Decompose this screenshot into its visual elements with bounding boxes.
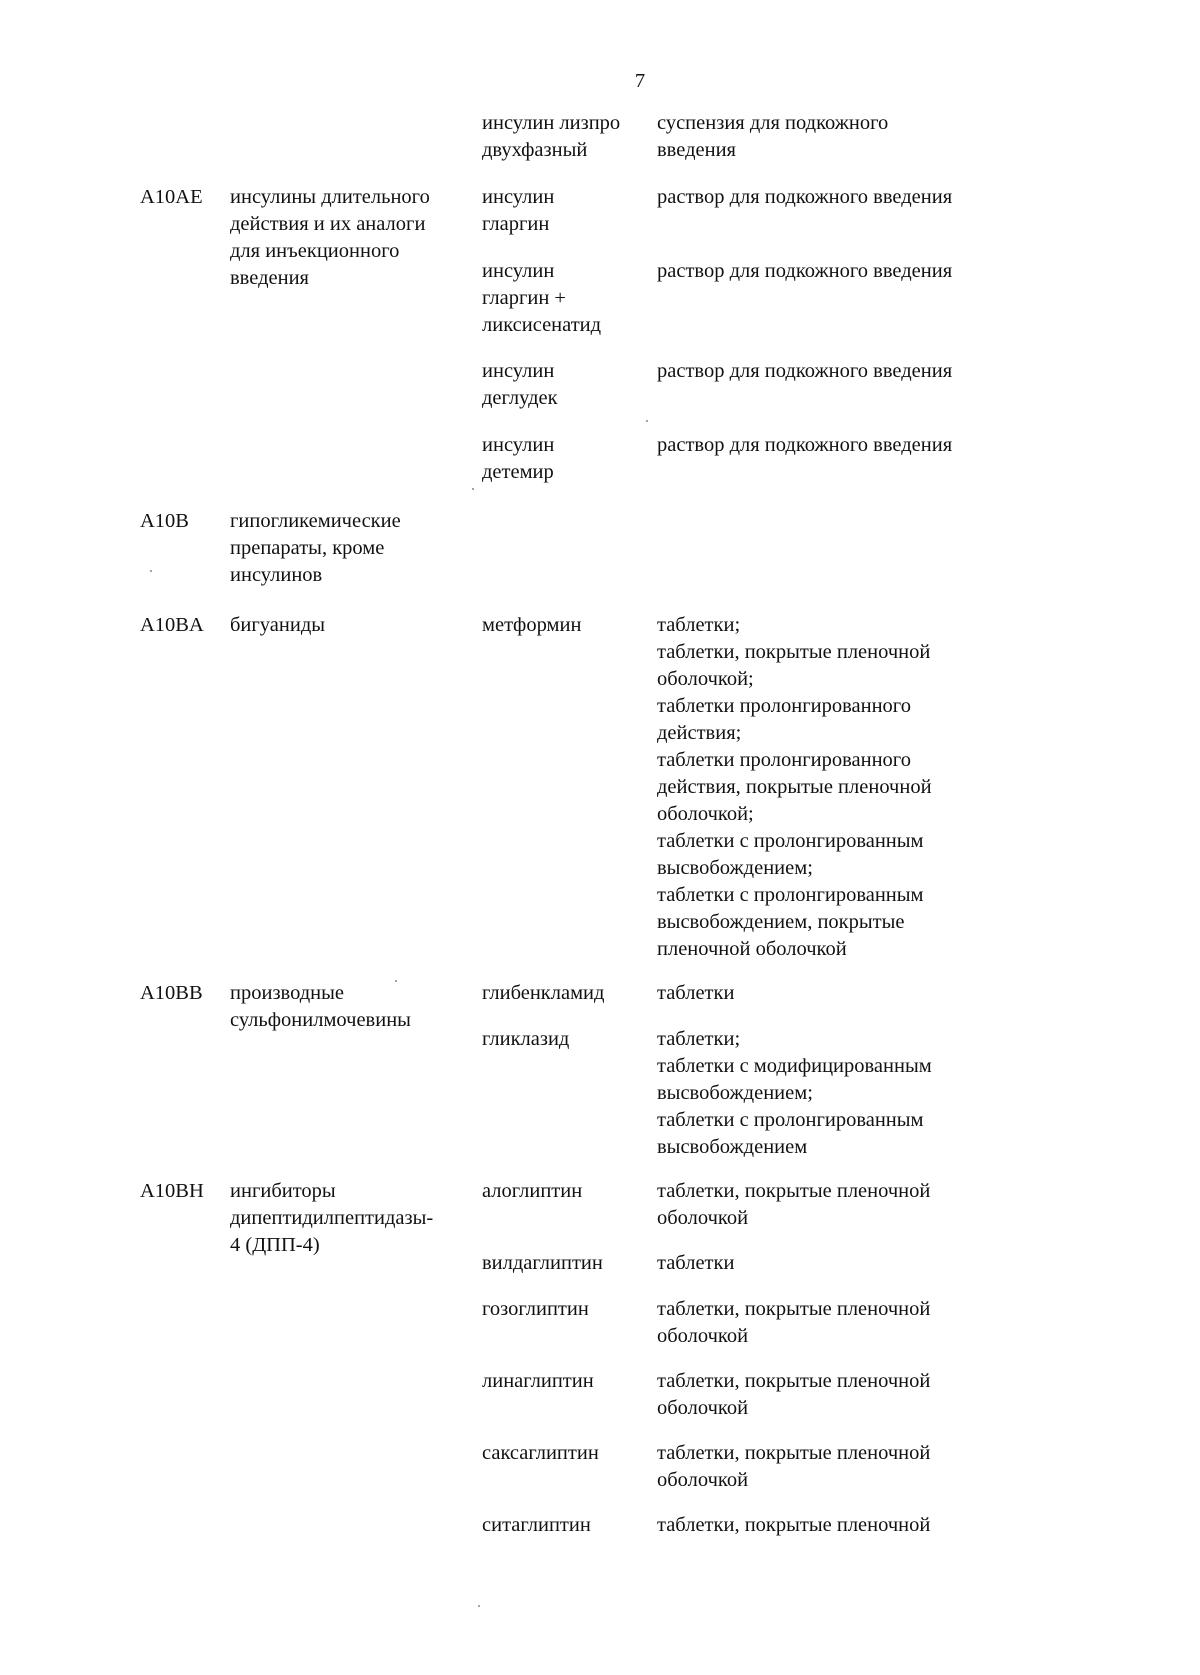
drug-name: линаглиптин bbox=[482, 1370, 594, 1392]
drug-name: алоглиптин bbox=[482, 1180, 583, 1202]
dosage-form: раствор для подкожного введения bbox=[657, 360, 953, 382]
dosage-form: таблетки, покрытые пленочной bbox=[657, 1514, 931, 1536]
drug-name: гликлазид bbox=[482, 1028, 570, 1050]
dosage-form: таблетки; таблетки с модифицированным высвобождением; таблетки с пролонгированным высвобождением bbox=[657, 1028, 932, 1158]
scan-speck bbox=[150, 570, 152, 572]
dosage-form: раствор для подкожного введения bbox=[657, 260, 953, 282]
drug-name: глибенкламид bbox=[482, 982, 605, 1004]
scan-speck bbox=[395, 980, 397, 982]
anatomical-therapeutic-group: бигуаниды bbox=[230, 614, 326, 636]
drug-name: инсулин гларгин bbox=[482, 186, 555, 235]
atc-code: A10BH bbox=[140, 1180, 204, 1202]
page-number: 7 bbox=[634, 70, 646, 92]
drug-name: саксаглиптин bbox=[482, 1442, 599, 1464]
atc-code: A10BB bbox=[140, 982, 203, 1004]
scan-speck bbox=[646, 420, 648, 422]
drug-name: инсулин детемир bbox=[482, 434, 555, 483]
dosage-form: раствор для подкожного введения bbox=[657, 186, 953, 208]
drug-name: метформин bbox=[482, 614, 582, 636]
dosage-form: таблетки, покрытые пленочной оболочкой bbox=[657, 1442, 931, 1491]
dosage-form: таблетки, покрытые пленочной оболочкой bbox=[657, 1370, 931, 1419]
atc-code: A10BA bbox=[140, 614, 204, 636]
anatomical-therapeutic-group: ингибиторы дипептидилпептидазы- 4 (ДПП-4) bbox=[230, 1180, 434, 1256]
drug-name: инсулин гларгин + ликсисенатид bbox=[482, 260, 602, 336]
drug-name: инсулин лизпро двухфазный bbox=[482, 112, 621, 161]
dosage-form: таблетки, покрытые пленочной оболочкой bbox=[657, 1298, 931, 1347]
dosage-form: таблетки bbox=[657, 982, 735, 1004]
drug-name: ситаглиптин bbox=[482, 1514, 591, 1536]
anatomical-therapeutic-group: гипогликемические препараты, кроме инсулинов bbox=[230, 510, 401, 586]
dosage-form: суспензия для подкожного введения bbox=[657, 112, 889, 161]
atc-code: A10AE bbox=[140, 186, 203, 208]
scan-speck bbox=[472, 488, 474, 490]
dosage-form: таблетки; таблетки, покрытые пленочной оболочкой; таблетки пролонгированного действия; таблетки пролонгированного действия, покрытые пленочной оболочкой; таблетки с пролонгированным высвобождением; таблетки с пролонгированным высвобождением, покрытые пленочной оболочкой bbox=[657, 614, 932, 960]
scan-speck bbox=[478, 1605, 480, 1607]
anatomical-therapeutic-group: производные сульфонилмочевины bbox=[230, 982, 411, 1031]
dosage-form: таблетки bbox=[657, 1252, 735, 1274]
drug-name: гозоглиптин bbox=[482, 1298, 589, 1320]
drug-name: вилдаглиптин bbox=[482, 1252, 603, 1274]
dosage-form: таблетки, покрытые пленочной оболочкой bbox=[657, 1180, 931, 1229]
drug-name: инсулин деглудек bbox=[482, 360, 558, 409]
atc-code: A10B bbox=[140, 510, 189, 532]
dosage-form: раствор для подкожного введения bbox=[657, 434, 953, 456]
anatomical-therapeutic-group: инсулины длительного действия и их аналоги для инъекционного введения bbox=[230, 186, 430, 289]
